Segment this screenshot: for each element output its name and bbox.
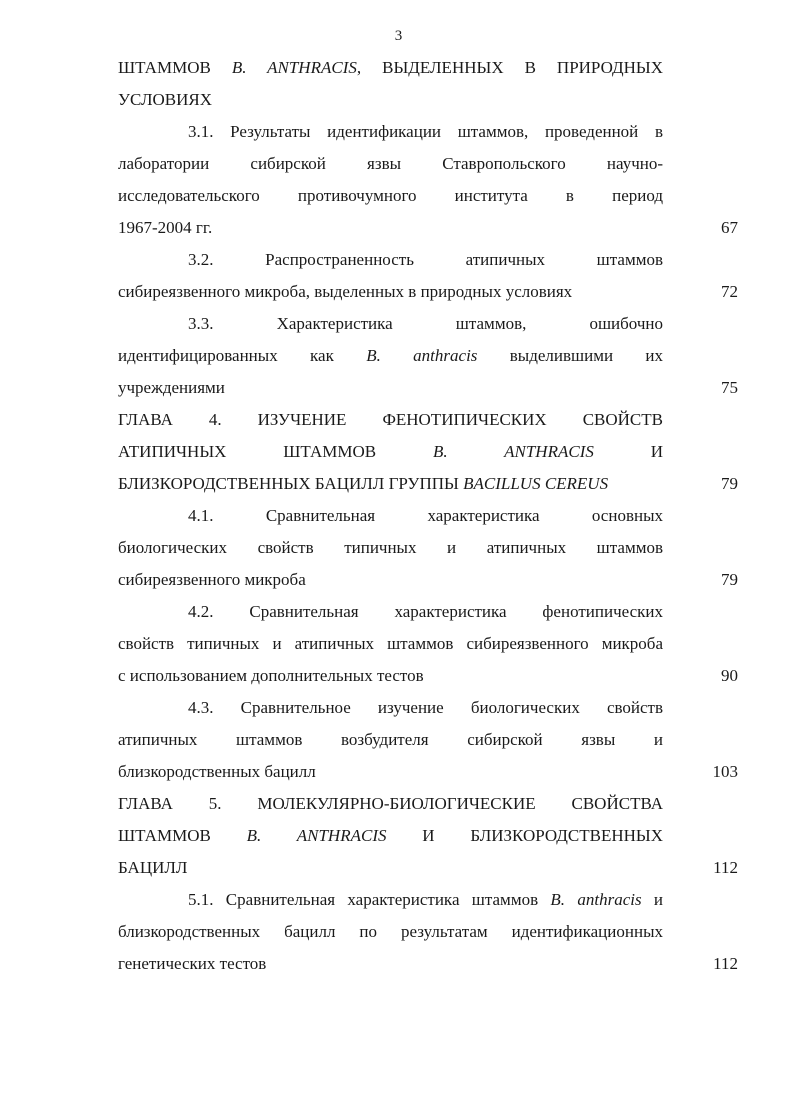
toc-line: АТИПИЧНЫХ ШТАММОВ B. ANTHRACIS И	[118, 442, 663, 461]
toc-line: УСЛОВИЯХ	[118, 90, 212, 109]
toc-line: свойств типичных и атипичных штаммов сибиреязвенного микроба	[118, 634, 663, 653]
toc-line: генетических тестов	[118, 954, 267, 973]
toc-line: 3.2. Распространенность атипичных штаммов	[188, 250, 663, 269]
toc-entry-5-1[interactable]	[118, 884, 738, 980]
toc-line: идентифицированных как B. anthracis выделившими их	[118, 346, 664, 365]
toc-line: близкородственных бацилл	[118, 762, 316, 781]
toc-page-number: 72	[721, 282, 738, 301]
toc-line: лаборатории сибирской язвы Ставропольского научно-	[118, 154, 663, 173]
toc-line: сибиреязвенного микроба, выделенных в природных условиях	[118, 282, 573, 301]
toc-entry-3-2[interactable]	[118, 244, 738, 308]
toc-page-number: 112	[713, 954, 738, 973]
toc-line: биологических свойств типичных и атипичных штаммов	[118, 538, 663, 557]
toc-page-number: 90	[721, 666, 738, 685]
toc-line: 3.1. Результаты идентификации штаммов, проведенной в	[188, 122, 663, 141]
toc-line: учреждениями	[118, 378, 225, 397]
toc-line: атипичных штаммов возбудителя сибирской язвы и	[118, 730, 663, 749]
toc-line: 3.3. Характеристика штаммов, ошибочно	[188, 314, 663, 333]
toc-page-number: 75	[721, 378, 738, 397]
toc-page-number: 79	[721, 570, 738, 589]
toc-line: 4.3. Сравнительное изучение биологических свойств	[188, 698, 663, 717]
toc-line: 4.2. Сравнительная характеристика фенотипических	[188, 602, 663, 621]
toc-page-number: 112	[713, 858, 738, 877]
toc-line: ШТАММОВ B. ANTHRACIS, ВЫДЕЛЕННЫХ В ПРИРОДНЫХ	[118, 58, 663, 77]
toc-line: ГЛАВА 4. ИЗУЧЕНИЕ ФЕНОТИПИЧЕСКИХ СВОЙСТВ	[118, 410, 663, 429]
toc-page-number: 79	[721, 474, 738, 493]
toc-line: ГЛАВА 5. МОЛЕКУЛЯРНО-БИОЛОГИЧЕСКИЕ СВОЙСТВА	[118, 794, 663, 813]
toc-line: сибиреязвенного микроба	[118, 570, 306, 589]
toc-entry-chapter-4[interactable]	[118, 404, 738, 500]
toc-entry-3-1[interactable]	[118, 116, 738, 244]
toc-entry-chapter3-title-cont	[118, 52, 738, 116]
toc-line: ШТАММОВ B. ANTHRACIS И БЛИЗКОРОДСТВЕННЫХ	[118, 826, 664, 845]
toc-page-number: 67	[721, 218, 738, 237]
page-number: 3	[394, 28, 403, 44]
toc-page-number: 103	[712, 762, 738, 781]
table-of-contents	[118, 52, 738, 980]
toc-entry-chapter-5[interactable]	[118, 788, 738, 884]
toc-entry-4-3[interactable]	[118, 692, 738, 788]
toc-line: 5.1. Сравнительная характеристика штаммов B. anthracis и	[188, 890, 663, 909]
toc-line: 4.1. Сравнительная характеристика основных	[188, 506, 663, 525]
toc-entry-4-2[interactable]	[118, 596, 738, 692]
toc-line: исследовательского противочумного института в период	[118, 186, 663, 205]
toc-line: близкородственных бацилл по результатам идентификационных	[118, 922, 663, 941]
toc-line: 1967-2004 гг.	[118, 218, 213, 237]
toc-line: БАЦИЛЛ	[118, 858, 188, 877]
toc-entry-3-3[interactable]	[118, 308, 738, 404]
toc-line: БЛИЗКОРОДСТВЕННЫХ БАЦИЛЛ ГРУППЫ BACILLUS CEREUS	[118, 474, 609, 493]
toc-line: с использованием дополнительных тестов	[118, 666, 424, 685]
toc-entry-4-1[interactable]	[118, 500, 738, 596]
